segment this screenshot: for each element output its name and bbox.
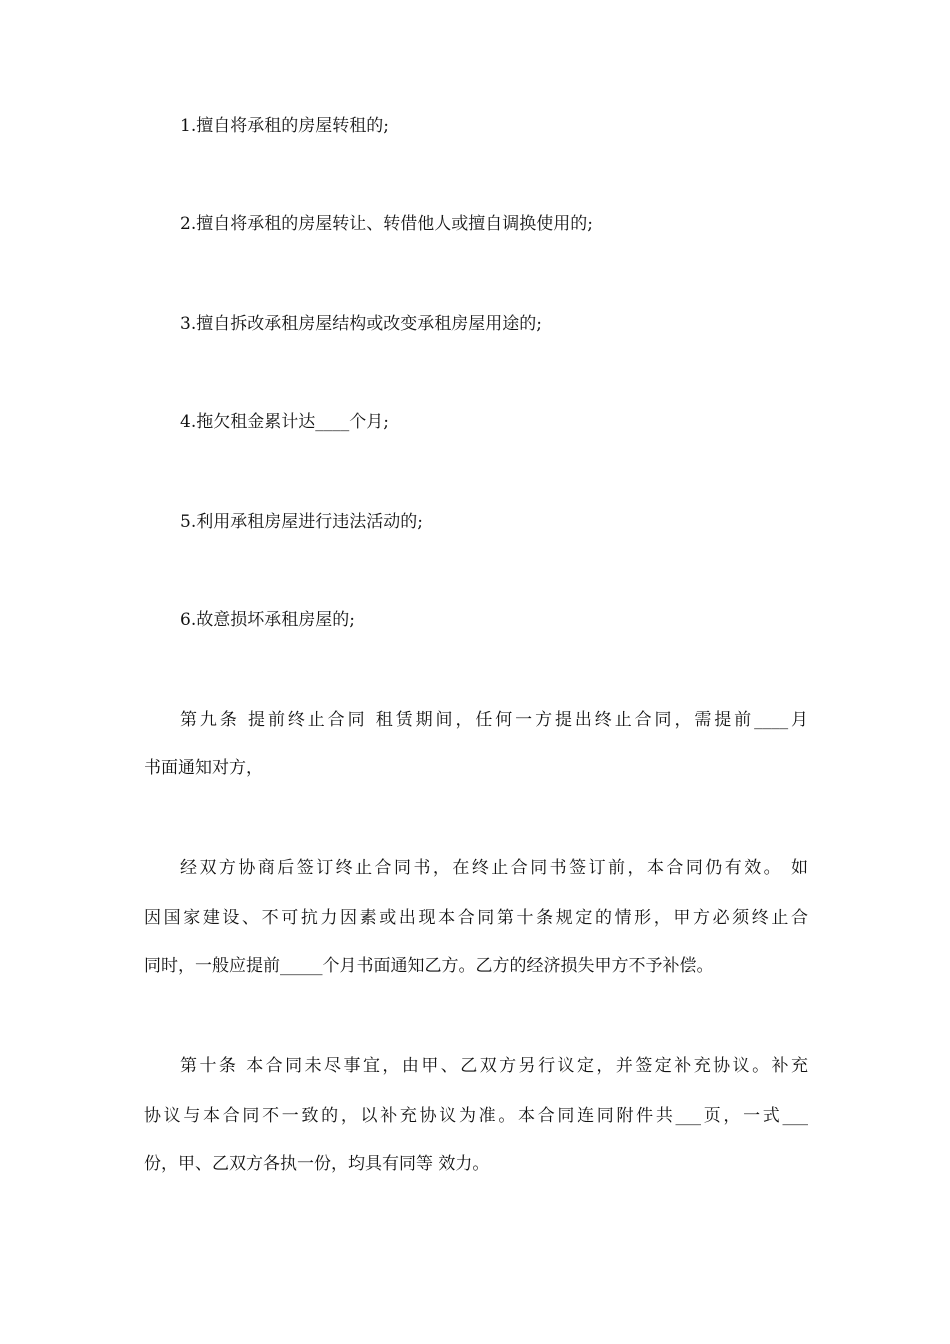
list-item-6: 6.故意损坏承租房屋的; [180,610,355,630]
paragraph-consult-line-3: 同时，一般应提前_____个月书面通知乙方。乙方的经济损失甲方不予补偿。 [144,956,714,976]
paragraph-consult-line-1: 经双方协商后签订终止合同书，在终止合同书签订前，本合同仍有效。 如 [180,858,808,878]
article-10-line-3: 份，甲、乙双方各执一份，均具有同等 效力。 [144,1154,490,1174]
list-item-2: 2.擅自将承租的房屋转让、转借他人或擅自调换使用的; [180,214,593,234]
article-9-line-2: 书面通知对方， [144,758,263,778]
list-item-3: 3.擅自拆改承租房屋结构或改变承租房屋用途的; [180,314,542,334]
article-10-line-2: 协议与本合同不一致的，以补充协议为准。本合同连同附件共___页，一式___ [144,1106,808,1126]
paragraph-consult-line-2: 因国家建设、不可抗力因素或出现本合同第十条规定的情形，甲方必须终止合 [144,908,808,928]
article-9-line-1: 第九条 提前终止合同 租赁期间，任何一方提出终止合同，需提前____月 [180,710,808,730]
article-10-line-1: 第十条 本合同未尽事宜，由甲、乙双方另行议定，并签定补充协议。补充 [180,1056,808,1076]
list-item-5: 5.利用承租房屋进行违法活动的; [180,512,423,532]
list-item-1: 1.擅自将承租的房屋转租的; [180,116,389,136]
list-item-4: 4.拖欠租金累计达____个月; [180,412,389,432]
